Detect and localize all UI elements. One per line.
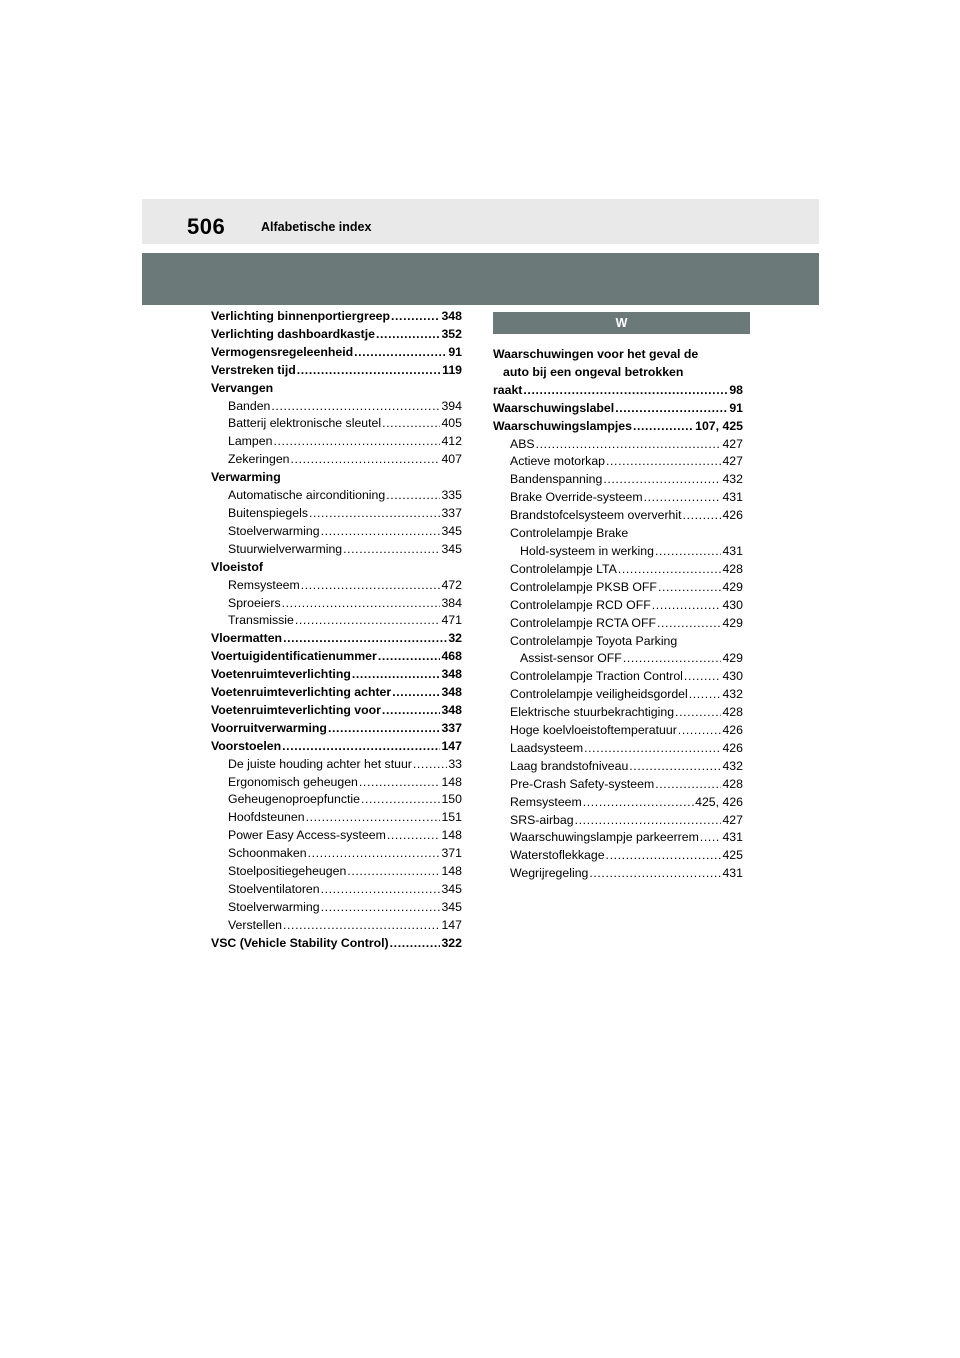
index-term: Controlelampje PKSB OFF	[510, 579, 657, 594]
dot-leader	[354, 344, 447, 362]
index-entry	[493, 597, 743, 615]
index-entry	[211, 344, 462, 362]
index-page-ref: 431	[722, 490, 743, 505]
dot-leader	[321, 523, 441, 541]
index-term: Controlelampje RCTA OFF	[510, 615, 657, 630]
dot-leader	[291, 451, 441, 469]
index-page-ref: 345	[441, 882, 462, 896]
dot-leader	[376, 326, 440, 344]
index-page-ref: 107, 425	[695, 418, 743, 433]
index-term: ABS	[510, 436, 535, 451]
index-entry	[493, 453, 743, 471]
index-term: Buitenspiegels	[228, 505, 308, 520]
index-term: Batterij elektronische sleutel	[228, 416, 382, 431]
index-term: Controlelampje veiligheidsgordel	[510, 687, 688, 702]
index-entry	[211, 935, 462, 953]
index-entry	[211, 917, 462, 935]
index-entry	[493, 829, 743, 847]
index-entry	[493, 668, 743, 686]
index-entry	[211, 487, 462, 505]
index-entry	[493, 794, 743, 812]
dot-leader	[655, 543, 722, 561]
index-term: Stoelpositiegeheugen	[228, 864, 347, 879]
index-term: Power Easy Access-systeem	[228, 828, 386, 843]
index-page-ref: 432	[722, 472, 743, 487]
index-term: Waarschuwingslampjes	[493, 418, 632, 433]
index-term: Vloeistof	[211, 559, 263, 574]
index-entry	[211, 863, 462, 881]
index-page-ref: 429	[722, 579, 743, 594]
index-page-ref: 471	[441, 613, 462, 628]
index-page-ref: 371	[441, 846, 462, 861]
dot-leader	[575, 812, 722, 830]
index-entry	[211, 684, 462, 702]
index-entry	[493, 650, 743, 668]
index-term: Vermogensregeleenheid	[211, 344, 354, 359]
index-term: Actieve motorkap	[510, 454, 606, 469]
dot-leader	[282, 595, 441, 613]
index-page-ref: 429	[722, 615, 743, 630]
dot-leader	[283, 917, 440, 935]
dot-leader	[413, 756, 447, 774]
index-entry	[493, 543, 743, 561]
index-entry	[211, 505, 462, 523]
index-page-ref: 426	[722, 508, 743, 523]
index-page-ref: 147	[441, 917, 462, 932]
index-entry	[211, 541, 462, 559]
index-page-ref: 384	[441, 595, 462, 610]
dot-leader	[295, 612, 441, 630]
index-page-ref: 335	[441, 488, 462, 503]
dot-leader	[655, 776, 721, 794]
index-entry	[211, 398, 462, 416]
index-term: Assist-sensor OFF	[520, 651, 622, 666]
index-page-ref: 151	[441, 810, 462, 825]
index-page-ref: 348	[441, 685, 462, 700]
index-entry	[493, 382, 743, 400]
index-page-ref: 322	[441, 935, 462, 950]
index-page-ref: 98	[729, 382, 743, 397]
index-entry	[211, 827, 462, 845]
index-page-ref: 426	[722, 740, 743, 755]
index-page-ref: 432	[722, 758, 743, 773]
index-entry	[493, 633, 743, 651]
index-entry	[211, 720, 462, 738]
index-page-ref: 427	[722, 454, 743, 469]
dot-leader	[606, 453, 721, 471]
index-page-ref: 148	[441, 828, 462, 843]
index-entry	[211, 559, 462, 577]
index-term: Verstreken tijd	[211, 362, 296, 377]
index-entry	[493, 436, 743, 454]
index-term: Waarschuwingslabel	[493, 400, 615, 415]
index-term: Stoelventilatoren	[228, 882, 320, 896]
index-term: Stoelverwarming	[228, 523, 320, 538]
index-entry	[211, 630, 462, 648]
index-page-ref: 119	[442, 362, 462, 377]
dot-leader	[589, 865, 721, 883]
index-term: Geheugenoproepfunctie	[228, 792, 360, 807]
index-term: Pre-Crash Safety-systeem	[510, 776, 655, 791]
index-page-ref: 472	[441, 577, 462, 592]
index-entry	[211, 648, 462, 666]
index-entry	[211, 380, 462, 398]
index-term: Sproeiers	[228, 595, 281, 610]
index-page-ref: 468	[441, 649, 462, 664]
index-term: Vervangen	[211, 380, 274, 395]
index-page-ref: 345	[441, 541, 462, 556]
dot-leader	[378, 648, 441, 666]
index-entry	[493, 686, 743, 704]
index-page-ref: 345	[441, 899, 462, 914]
index-entry	[493, 722, 743, 740]
dot-leader	[387, 827, 441, 845]
index-term: Transmissie	[228, 613, 294, 628]
index-term: Verlichting binnenportiergreep	[211, 309, 391, 323]
index-entry	[493, 400, 743, 418]
dot-leader	[359, 774, 441, 792]
dot-leader	[352, 666, 441, 684]
index-term: Laadsysteem	[510, 740, 584, 755]
dot-leader	[615, 400, 728, 418]
index-entry	[493, 579, 743, 597]
index-entry	[211, 666, 462, 684]
index-entry	[211, 433, 462, 451]
dot-leader	[282, 738, 440, 756]
index-column-right	[493, 308, 743, 883]
index-entry	[493, 812, 743, 830]
index-page-ref: 32	[448, 631, 462, 646]
dot-leader	[633, 418, 694, 436]
index-page-ref: 427	[722, 812, 743, 827]
dot-leader	[658, 579, 722, 597]
index-entry	[493, 489, 743, 507]
dot-leader	[297, 362, 441, 380]
index-term: Automatische airconditioning	[228, 488, 386, 503]
index-entry	[211, 469, 462, 487]
index-entry	[493, 507, 743, 525]
index-page-ref: 348	[441, 667, 462, 682]
index-entry	[211, 415, 462, 433]
index-term: Hold-systeem in werking	[520, 543, 654, 558]
dot-leader	[657, 615, 721, 633]
index-term: Voetenruimteverlichting	[211, 667, 351, 682]
index-entry	[211, 774, 462, 792]
index-entry	[211, 791, 462, 809]
dot-leader	[382, 702, 441, 720]
index-term: Brandstofcelsysteem oververhit	[510, 508, 682, 523]
index-term: Vloermatten	[211, 631, 283, 646]
index-term: VSC (Vehicle Stability Control)	[211, 935, 389, 950]
index-term: Voorstoelen	[211, 738, 282, 753]
dot-leader	[678, 722, 722, 740]
index-term: Controlelampje Traction Control	[510, 669, 683, 684]
index-entry	[211, 612, 462, 630]
index-entry	[493, 364, 743, 382]
index-term: Bandenspanning	[510, 472, 603, 487]
dot-leader	[343, 541, 440, 559]
index-term: Voertuigidentificatienummer	[211, 649, 377, 664]
index-page-ref: 428	[722, 705, 743, 720]
index-entry	[493, 776, 743, 794]
index-term: Hoge koelvloeistoftemperatuur	[510, 723, 677, 738]
index-page-ref: 345	[441, 523, 462, 538]
index-page-ref: 428	[722, 776, 743, 791]
dot-leader	[700, 829, 722, 847]
dot-leader	[306, 809, 441, 827]
index-entry	[493, 758, 743, 776]
dot-leader	[392, 684, 440, 702]
dot-leader	[629, 758, 721, 776]
index-entry	[211, 899, 462, 917]
index-page-ref: 150	[441, 792, 462, 807]
index-entry	[493, 704, 743, 722]
index-entry	[211, 845, 462, 863]
index-page-ref: 148	[441, 774, 462, 789]
index-entry	[493, 561, 743, 579]
index-page-ref: 429	[722, 651, 743, 666]
dot-leader	[271, 398, 440, 416]
index-entry	[493, 615, 743, 633]
index-term: Ergonomisch geheugen	[228, 774, 358, 789]
dot-leader	[361, 791, 441, 809]
index-term: Waarschuwingslampje parkeerrem	[510, 830, 699, 845]
index-term: raakt	[493, 382, 523, 397]
index-page-ref: 91	[729, 400, 743, 415]
index-page-ref: 428	[722, 561, 743, 576]
index-entry	[211, 702, 462, 720]
index-page-ref: 430	[722, 597, 743, 612]
index-term: Voetenruimteverlichting voor	[211, 702, 381, 717]
index-page-ref: 432	[722, 687, 743, 702]
dot-leader	[391, 308, 440, 326]
dot-leader	[683, 507, 722, 525]
index-page-ref: 427	[722, 436, 743, 451]
dot-leader	[301, 577, 441, 595]
dot-leader	[675, 704, 721, 722]
index-page-ref: 431	[722, 866, 743, 881]
index-page-ref: 337	[441, 505, 462, 520]
dot-leader	[606, 847, 722, 865]
index-entry	[211, 362, 462, 380]
index-term: SRS-airbag	[510, 812, 574, 827]
index-page-ref: 337	[441, 720, 462, 735]
index-term: Waarschuwingen voor het geval de	[493, 347, 699, 361]
index-entry	[211, 523, 462, 541]
header-band	[142, 253, 819, 305]
index-entry	[211, 577, 462, 595]
index-entry	[211, 809, 462, 827]
index-page-ref: 425	[722, 848, 743, 863]
index-page-ref: 430	[722, 669, 743, 684]
index-entry	[493, 865, 743, 883]
dot-leader	[321, 881, 441, 899]
dot-leader	[382, 415, 440, 433]
index-entry	[211, 595, 462, 613]
dot-leader	[283, 630, 447, 648]
dot-leader	[308, 845, 441, 863]
index-term: Remsysteem	[510, 794, 582, 809]
index-page-ref: 147	[441, 738, 462, 753]
dot-leader	[390, 935, 441, 953]
index-term: Controlelampje LTA	[510, 561, 617, 576]
index-term: De juiste houding achter het stuur	[228, 756, 412, 771]
index-page-ref: 425, 426	[695, 794, 743, 809]
index-entry	[211, 308, 462, 326]
page-number: 506	[187, 214, 226, 239]
index-entry	[493, 471, 743, 489]
index-term: Schoonmaken	[228, 846, 307, 861]
index-term: Wegrijregeling	[510, 866, 589, 881]
index-term: Voorruitverwarming	[211, 720, 327, 735]
index-term: Zekeringen	[228, 452, 290, 467]
index-entry	[211, 451, 462, 469]
index-entry	[493, 525, 743, 543]
dot-leader	[584, 740, 721, 758]
index-page-ref: 407	[441, 452, 462, 467]
index-entry	[211, 756, 462, 774]
dot-leader	[684, 668, 722, 686]
dot-leader	[328, 720, 441, 738]
dot-leader	[603, 471, 721, 489]
index-term: Waterstoflekkage	[510, 848, 605, 863]
index-entry	[211, 881, 462, 899]
dot-leader	[536, 436, 722, 454]
index-term: Verlichting dashboardkastje	[211, 326, 376, 341]
dot-leader	[273, 433, 440, 451]
index-page-ref: 412	[441, 434, 462, 449]
index-page-ref: 348	[441, 702, 462, 717]
index-term: Remsysteem	[228, 577, 300, 592]
dot-leader	[644, 489, 722, 507]
index-page-ref: 91	[448, 344, 462, 359]
index-column-left	[211, 308, 462, 953]
index-term: Controlelampje Brake	[510, 526, 629, 541]
index-page-ref: 394	[441, 398, 462, 413]
index-term: Controlelampje Toyota Parking	[510, 633, 678, 648]
index-term: Brake Override-systeem	[510, 490, 643, 505]
index-term: auto bij een ongeval betrokken	[503, 364, 684, 379]
dot-leader	[347, 863, 440, 881]
page-header	[142, 199, 819, 244]
index-term: Stuurwielverwarming	[228, 541, 343, 556]
dot-leader	[652, 597, 722, 615]
dot-leader	[618, 561, 722, 579]
index-page-ref: 33	[448, 756, 462, 771]
dot-leader	[309, 505, 440, 523]
index-page-ref: 426	[722, 723, 743, 738]
dot-leader	[523, 382, 728, 400]
index-page-ref: 431	[722, 830, 743, 845]
index-entry	[493, 346, 743, 364]
index-page-ref: 431	[722, 543, 743, 558]
index-entry	[493, 847, 743, 865]
index-entry	[493, 418, 743, 436]
index-page-ref: 148	[441, 864, 462, 879]
index-page-ref: 348	[441, 309, 462, 323]
index-term: Lampen	[228, 434, 273, 449]
index-term: Verwarming	[211, 470, 281, 485]
index-term: Elektrische stuurbekrachtiging	[510, 705, 675, 720]
dot-leader	[321, 899, 441, 917]
letter-heading: W	[493, 312, 750, 334]
index-term: Controlelampje RCD OFF	[510, 597, 651, 612]
index-term: Banden	[228, 398, 271, 413]
dot-leader	[386, 487, 440, 505]
dot-leader	[623, 650, 722, 668]
index-term: Hoofdsteunen	[228, 810, 305, 825]
index-term: Voetenruimteverlichting achter	[211, 685, 392, 700]
index-term: Stoelverwarming	[228, 899, 320, 914]
section-title: Alfabetische index	[261, 220, 372, 234]
index-entry	[211, 738, 462, 756]
index-page-ref: 405	[441, 416, 462, 431]
index-term: Laag brandstofniveau	[510, 758, 629, 773]
dot-leader	[689, 686, 722, 704]
index-term: Verstellen	[228, 917, 283, 932]
index-entry	[493, 740, 743, 758]
index-entry	[211, 326, 462, 344]
index-page-ref: 352	[441, 326, 462, 341]
dot-leader	[583, 794, 694, 812]
